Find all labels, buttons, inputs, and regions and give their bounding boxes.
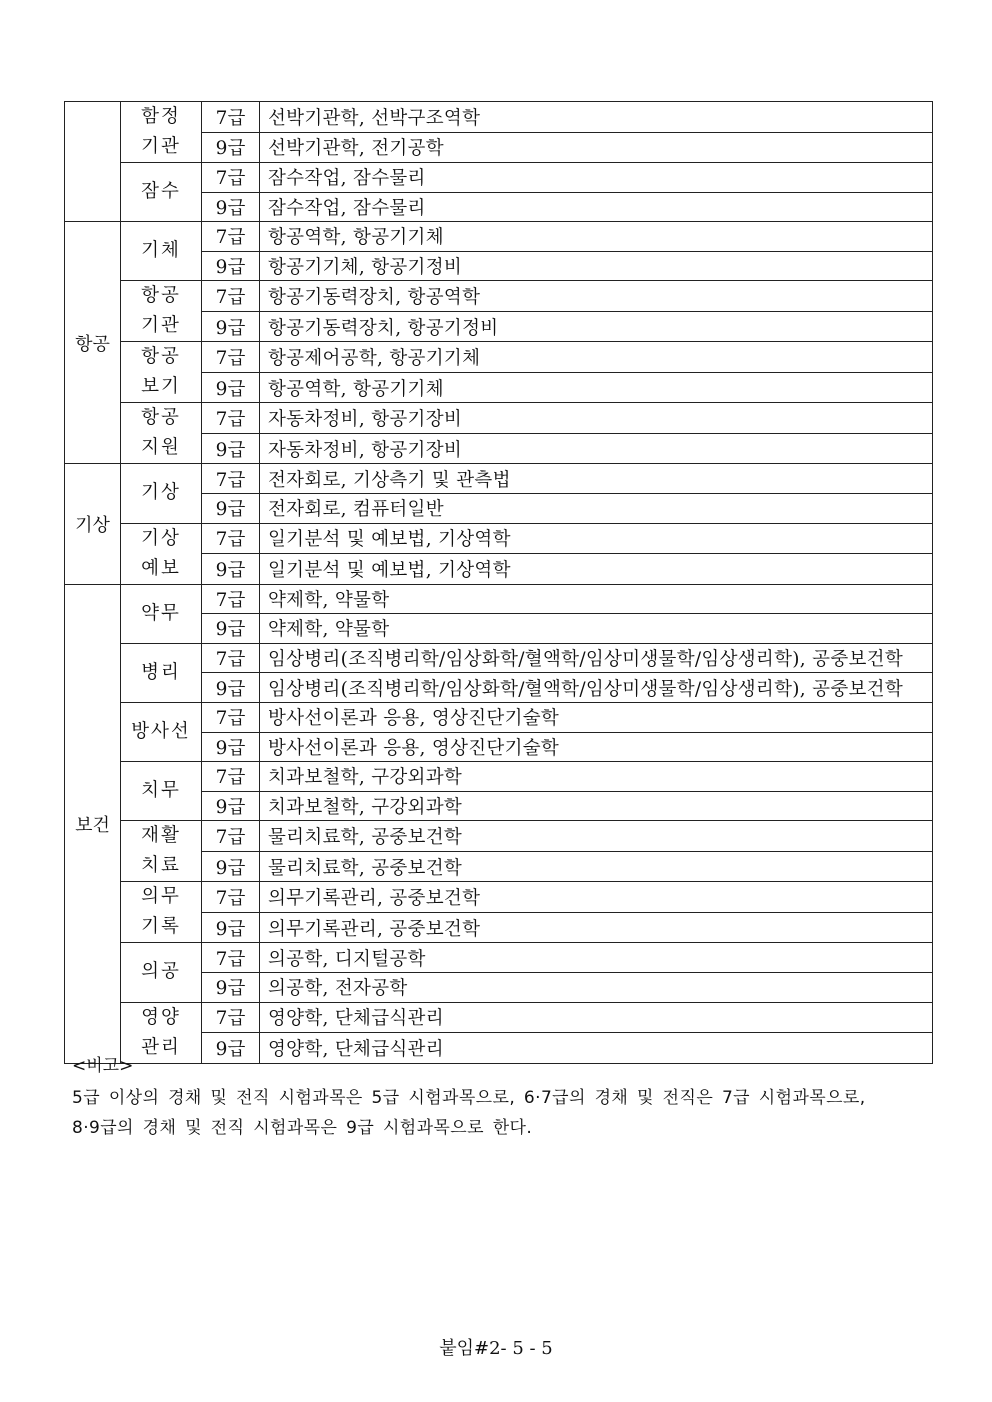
grade-cell: 9급 (202, 912, 260, 943)
grade-cell: 9급 (202, 972, 260, 1002)
table-row (65, 882, 933, 913)
subjects-cell: 약제학, 약물학 (260, 584, 933, 614)
grade-cell: 9급 (202, 132, 260, 162)
subjects-cell: 항공기동력장치, 항공역학 (260, 281, 933, 312)
grade-cell: 9급 (202, 433, 260, 464)
subjects-cell: 의무기록관리, 공중보건학 (260, 912, 933, 943)
grade-cell: 9급 (202, 554, 260, 585)
subcategory-cell (121, 163, 202, 222)
subcategory-cell (121, 943, 202, 1002)
subcategory-label: 예보 (141, 557, 181, 579)
grade-cell: 7급 (202, 222, 260, 252)
grade-cell: 9급 (202, 614, 260, 644)
grade-cell: 7급 (202, 281, 260, 312)
subcategory-label: 기상 (141, 482, 181, 504)
subcategory-label: 지원 (141, 437, 181, 459)
subjects-cell: 임상병리(조직병리학/임상화학/혈액학/임상미생물학/임상생리학), 공중보건학 (260, 673, 933, 703)
subcategory-cell (121, 403, 202, 464)
grade-cell: 7급 (202, 403, 260, 434)
page-number-footer: 붙임#2- 5 - 5 (439, 1338, 553, 1359)
grade-cell: 9급 (202, 192, 260, 222)
subcategory-cell (121, 102, 202, 163)
subjects-cell: 방사선이론과 응용, 영상진단기술학 (260, 702, 933, 732)
grade-cell: 7급 (202, 882, 260, 913)
subjects-cell: 약제학, 약물학 (260, 614, 933, 644)
note-line: 5급 이상의 경채 및 전직 시험과목은 5급 시험과목으로, 6·7급의 경채 및 전직은 7급 시험과목으로, (72, 1088, 866, 1108)
table-row (65, 163, 933, 193)
subjects-cell: 치과보철학, 구강외과학 (260, 791, 933, 821)
subjects-cell: 잠수작업, 잠수물리 (260, 192, 933, 222)
subjects-cell: 의무기록관리, 공중보건학 (260, 882, 933, 913)
subcategory-cell (121, 702, 202, 761)
subcategory-label: 병리 (141, 661, 181, 683)
grade-cell: 7급 (202, 643, 260, 673)
category-cell: 보건 (65, 584, 121, 1063)
table-row (65, 821, 933, 852)
subjects-cell: 의공학, 전자공학 (260, 972, 933, 1002)
subcategory-cell (121, 464, 202, 523)
subcategory-label: 함정 (141, 106, 181, 127)
subcategory-cell (121, 821, 202, 882)
grade-cell: 7급 (202, 702, 260, 732)
table-row (65, 584, 933, 614)
table-row (65, 1002, 933, 1033)
subjects-cell: 일기분석 및 예보법, 기상역학 (260, 554, 933, 585)
subcategory-label: 재활 (141, 825, 181, 847)
table-row (65, 643, 933, 673)
grade-cell: 7급 (202, 762, 260, 792)
subjects-cell: 자동차정비, 항공기장비 (260, 433, 933, 464)
subcategory-label: 기록 (141, 916, 181, 938)
subjects-cell: 의공학, 디지털공학 (260, 943, 933, 973)
subjects-cell: 일기분석 및 예보법, 기상역학 (260, 523, 933, 554)
subcategory-label: 잠수 (141, 181, 181, 203)
grade-cell: 9급 (202, 493, 260, 523)
subcategory-cell (121, 222, 202, 281)
grade-cell: 7급 (202, 943, 260, 973)
category-cell: 기상 (65, 464, 121, 584)
subjects-cell: 치과보철학, 구강외과학 (260, 762, 933, 792)
subcategory-label: 약무 (141, 602, 181, 624)
subjects-cell: 자동차정비, 항공기장비 (260, 403, 933, 434)
subcategory-cell (121, 762, 202, 821)
subcategory-label: 기관 (141, 136, 181, 157)
exam-subjects-table (64, 101, 933, 1064)
table-row (65, 222, 933, 252)
table-row (65, 762, 933, 792)
note-label: <비고> (72, 1056, 134, 1076)
grade-cell: 9급 (202, 791, 260, 821)
grade-cell: 9급 (202, 732, 260, 762)
subjects-cell: 임상병리(조직병리학/임상화학/혈액학/임상미생물학/임상생리학), 공중보건학 (260, 643, 933, 673)
table-row (65, 702, 933, 732)
subcategory-label: 기관 (141, 315, 181, 337)
subcategory-cell (121, 281, 202, 342)
subcategory-label: 치무 (141, 780, 181, 802)
grade-cell: 9급 (202, 251, 260, 281)
subjects-cell: 물리치료학, 공중보건학 (260, 821, 933, 852)
grade-cell: 7급 (202, 1002, 260, 1033)
subcategory-label: 항공 (141, 346, 181, 368)
subcategory-label: 항공 (141, 407, 181, 429)
subcategory-label: 항공 (141, 285, 181, 307)
subcategory-label: 의무 (141, 886, 181, 908)
subcategory-label: 관리 (141, 1036, 181, 1058)
subjects-cell: 전자회로, 기상측기 및 관측법 (260, 464, 933, 494)
subjects-cell: 잠수작업, 잠수물리 (260, 163, 933, 193)
subcategory-label: 보기 (141, 376, 181, 398)
grade-cell: 7급 (202, 523, 260, 554)
table-row (65, 403, 933, 434)
table-row (65, 281, 933, 312)
table-row (65, 523, 933, 554)
subcategory-cell (121, 584, 202, 643)
table-row (65, 102, 933, 133)
subcategory-label: 방사선 (131, 721, 191, 743)
grade-cell: 7급 (202, 464, 260, 494)
category-cell (65, 102, 121, 222)
subjects-cell: 전자회로, 컴퓨터일반 (260, 493, 933, 523)
table-row (65, 464, 933, 494)
grade-cell: 9급 (202, 851, 260, 882)
subcategory-label: 기체 (141, 240, 181, 262)
subjects-cell: 항공기동력장치, 항공기정비 (260, 311, 933, 342)
grade-cell: 9급 (202, 1033, 260, 1064)
category-cell: 항공 (65, 222, 121, 464)
subcategory-cell (121, 643, 202, 702)
grade-cell: 7급 (202, 821, 260, 852)
subcategory-cell (121, 342, 202, 403)
grade-cell: 7급 (202, 584, 260, 614)
subcategory-cell (121, 523, 202, 584)
subjects-cell: 선박기관학, 선박구조역학 (260, 102, 933, 133)
grade-cell: 7급 (202, 163, 260, 193)
subcategory-label: 의공 (141, 961, 181, 983)
subjects-cell: 항공역학, 항공기기체 (260, 222, 933, 252)
grade-cell: 7급 (202, 102, 260, 133)
table-row (65, 342, 933, 373)
grade-cell: 9급 (202, 311, 260, 342)
grade-cell: 9급 (202, 673, 260, 703)
subcategory-label: 영양 (141, 1006, 181, 1028)
subjects-cell: 항공제어공학, 항공기기체 (260, 342, 933, 373)
subcategory-label: 기상 (141, 527, 181, 549)
subjects-cell: 물리치료학, 공중보건학 (260, 851, 933, 882)
subjects-cell: 영양학, 단체급식관리 (260, 1002, 933, 1033)
grade-cell: 7급 (202, 342, 260, 373)
subjects-cell: 선박기관학, 전기공학 (260, 132, 933, 162)
subcategory-cell (121, 882, 202, 943)
table-row (65, 943, 933, 973)
note-line: 8·9급의 경채 및 전직 시험과목은 9급 시험과목으로 한다. (72, 1118, 533, 1138)
grade-cell: 9급 (202, 372, 260, 403)
subjects-cell: 방사선이론과 응용, 영상진단기술학 (260, 732, 933, 762)
subcategory-label: 치료 (141, 855, 181, 877)
subjects-cell: 항공역학, 항공기기체 (260, 372, 933, 403)
subjects-cell: 항공기기체, 항공기정비 (260, 251, 933, 281)
subjects-cell: 영양학, 단체급식관리 (260, 1033, 933, 1064)
